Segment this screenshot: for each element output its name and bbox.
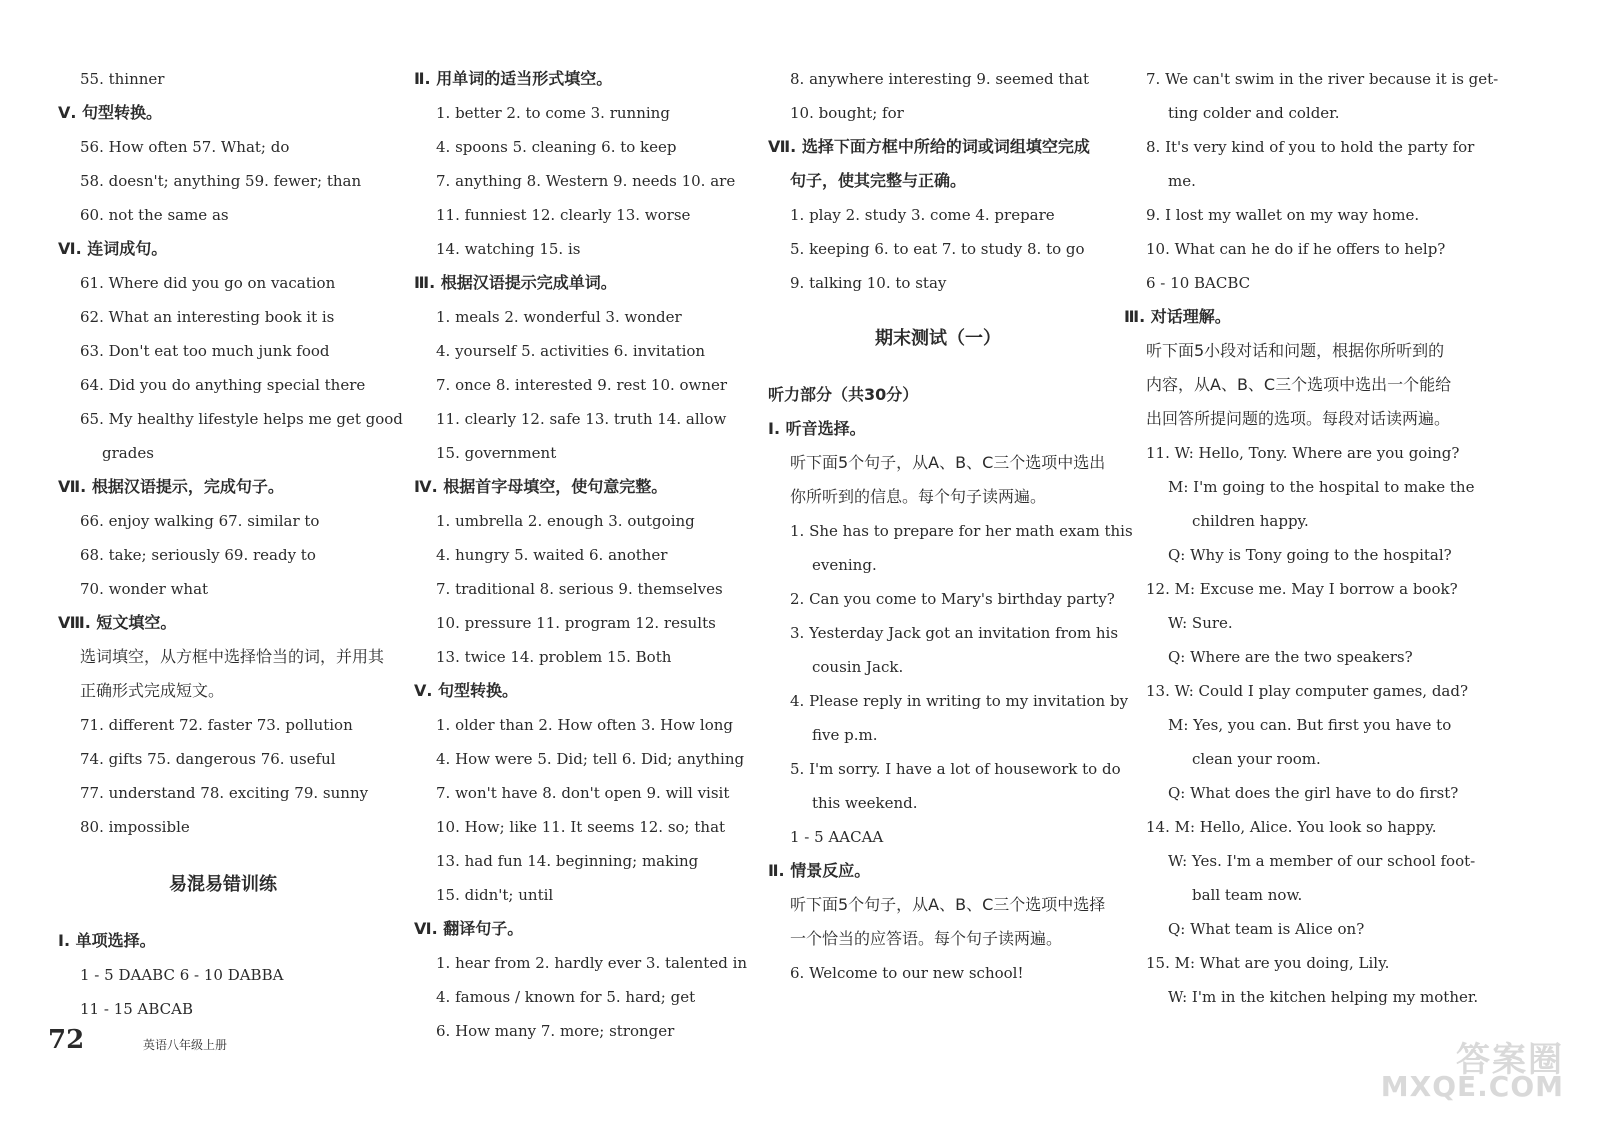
answer-line: 14. watching 15. is <box>436 240 581 258</box>
answer-line: 7. once 8. interested 9. rest 10. owner <box>436 376 728 394</box>
answer-line: 5. keeping 6. to eat 7. to study 8. to go <box>790 240 1085 258</box>
script-line: 8. It's very kind of you to hold the party for <box>1146 138 1475 156</box>
answer-line: 11. funniest 12. clearly 13. worse <box>436 206 691 224</box>
section-title: Ⅱ. 情景反应。 <box>768 861 871 880</box>
script-line: 4. Please reply in writing to my invitation by <box>790 692 1129 710</box>
column-4 <box>1124 62 1499 1014</box>
dialogue-line: 14. M: Hello, Alice. You look so happy. <box>1146 818 1437 836</box>
answer-line: 10. How; like 11. It seems 12. so; that <box>436 818 726 836</box>
section-title: Ⅴ. 句型转换。 <box>58 103 163 122</box>
column-1 <box>58 62 403 1026</box>
answer-line: 1. play 2. study 3. come 4. prepare <box>790 206 1055 224</box>
section-title: Ⅲ. 对话理解。 <box>1124 307 1231 326</box>
answer-line: 68. take; seriously 69. ready to <box>80 546 316 564</box>
dialogue-line: 15. M: What are you doing, Lily. <box>1146 954 1390 972</box>
answer-line: 64. Did you do anything special there <box>80 376 366 394</box>
answer-line: 4. spoons 5. cleaning 6. to keep <box>436 138 677 156</box>
script-line: 10. What can he do if he offers to help? <box>1146 240 1446 258</box>
answer-line: 7. won't have 8. don't open 9. will visit <box>436 784 730 802</box>
script-line: evening. <box>812 556 877 574</box>
answer-line: 1 - 5 DAABC 6 - 10 DABBA <box>80 966 284 984</box>
dialogue-line: clean your room. <box>1192 750 1321 768</box>
answer-line: 15. didn't; until <box>436 886 554 904</box>
answer-line: 13. twice 14. problem 15. Both <box>436 648 672 666</box>
watermark-url: MXQE.COM <box>1380 1070 1564 1103</box>
dialogue-line: W: Sure. <box>1168 614 1233 632</box>
answer-line: 10. bought; for <box>790 104 904 122</box>
part-title: 听力部分（共30分） <box>768 385 919 404</box>
answer-line: 65. My healthy lifestyle helps me get good <box>80 410 403 428</box>
answer-line: 66. enjoy walking 67. similar to <box>80 512 320 530</box>
dialogue-line: 13. W: Could I play computer games, dad? <box>1146 682 1469 700</box>
dialogue-line: Q: Why is Tony going to the hospital? <box>1168 546 1452 564</box>
instruction-text: 正确形式完成短文。 <box>80 681 225 700</box>
answer-line: 7. traditional 8. serious 9. themselves <box>436 580 723 598</box>
answer-line: 4. hungry 5. waited 6. another <box>436 546 668 564</box>
exam-heading: 期末测试（一） <box>875 328 1001 349</box>
dialogue-line: W: I'm in the kitchen helping my mother. <box>1168 988 1479 1006</box>
answer-line: 63. Don't eat too much junk food <box>80 342 330 360</box>
answer-line: 10. pressure 11. program 12. results <box>436 614 716 632</box>
section-heading: 易混易错训练 <box>169 874 277 895</box>
section-title: Ⅳ. 根据首字母填空，使句意完整。 <box>414 477 668 496</box>
script-line: 5. I'm sorry. I have a lot of housework to do <box>790 760 1121 778</box>
answer-line: 1. hear from 2. hardly ever 3. talented in <box>436 954 748 972</box>
answer-line: 1. umbrella 2. enough 3. outgoing <box>436 512 695 530</box>
script-line: me. <box>1168 172 1196 190</box>
dialogue-line: 11. W: Hello, Tony. Where are you going? <box>1146 444 1460 462</box>
answer-line: 70. wonder what <box>80 580 209 598</box>
answer-line: 1. older than 2. How often 3. How long <box>436 716 733 734</box>
instruction-text: 出回答所提问题的选项。每段对话读两遍。 <box>1146 409 1451 428</box>
answer-line: grades <box>102 444 154 462</box>
instruction-text: 听下面5小段对话和问题，根据你所听到的 <box>1146 341 1445 360</box>
instruction-text: 听下面5个句子，从A、B、C三个选项中选择 <box>790 895 1106 914</box>
script-line: 6. Welcome to our new school! <box>790 964 1024 982</box>
section-title: Ⅶ. 选择下面方框中所给的词或词组填空完成 <box>768 137 1090 156</box>
dialogue-line: Q: Where are the two speakers? <box>1168 648 1413 666</box>
answer-line: 8. anywhere interesting 9. seemed that <box>790 70 1089 88</box>
instruction-text: 你所听到的信息。每个句子读两遍。 <box>790 487 1047 506</box>
script-line: 1. She has to prepare for her math exam this <box>790 522 1133 540</box>
section-title: Ⅷ. 短文填空。 <box>58 613 177 632</box>
book-title: 英语八年级上册 <box>143 1038 228 1052</box>
answer-line: 58. doesn't; anything 59. fewer; than <box>80 172 362 190</box>
answer-line: 11. clearly 12. safe 13. truth 14. allow <box>436 410 727 428</box>
answer-line: 1. meals 2. wonderful 3. wonder <box>436 308 682 326</box>
answer-line: 74. gifts 75. dangerous 76. useful <box>80 750 336 768</box>
section-title: Ⅰ. 单项选择。 <box>58 931 156 950</box>
answer-line: 1. better 2. to come 3. running <box>436 104 670 122</box>
instruction-text: 内容，从A、B、C三个选项中选出一个能给 <box>1146 375 1452 394</box>
column-2 <box>414 62 754 1048</box>
instruction-text: 一个恰当的应答语。每个句子读两遍。 <box>790 929 1063 948</box>
page-number: 72 <box>48 1025 85 1055</box>
script-line: ting colder and colder. <box>1168 104 1340 122</box>
watermark-logo: 答案圈 <box>1456 1040 1564 1080</box>
script-line: cousin Jack. <box>812 658 904 676</box>
dialogue-line: M: Yes, you can. But first you have to <box>1168 716 1452 734</box>
section-title: Ⅵ. 连词成句。 <box>58 239 168 258</box>
script-line: 7. We can't swim in the river because it is get- <box>1146 70 1499 88</box>
answer-line: 13. had fun 14. beginning; making <box>436 852 699 870</box>
answer-line: 4. How were 5. Did; tell 6. Did; anything <box>436 750 745 768</box>
answer-line: 61. Where did you go on vacation <box>80 274 336 292</box>
answer-line: 11 - 15 ABCAB <box>80 1000 194 1018</box>
answer-line: 55. thinner <box>80 70 165 88</box>
section-title: Ⅵ. 翻译句子。 <box>414 919 524 938</box>
dialogue-line: children happy. <box>1192 512 1309 530</box>
section-title: Ⅰ. 听音选择。 <box>768 419 866 438</box>
answer-line: 4. yourself 5. activities 6. invitation <box>436 342 706 360</box>
dialogue-line: Q: What team is Alice on? <box>1168 920 1365 938</box>
answer-line: 7. anything 8. Western 9. needs 10. are <box>436 172 736 190</box>
section-title-cont: 句子，使其完整与正确。 <box>790 171 967 190</box>
section-title: Ⅶ. 根据汉语提示，完成句子。 <box>58 477 284 496</box>
instruction-text: 听下面5个句子，从A、B、C三个选项中选出 <box>790 453 1106 472</box>
answer-line: 77. understand 78. exciting 79. sunny <box>80 784 369 802</box>
script-line: this weekend. <box>812 794 918 812</box>
answer-line: 6. How many 7. more; stronger <box>436 1022 675 1040</box>
answer-line: 80. impossible <box>80 818 190 836</box>
dialogue-line: Q: What does the girl have to do first? <box>1168 784 1459 802</box>
answer-line: 62. What an interesting book it is <box>80 308 335 326</box>
section-title: Ⅴ. 句型转换。 <box>414 681 519 700</box>
answer-line: 15. government <box>436 444 557 462</box>
dialogue-line: M: I'm going to the hospital to make the <box>1168 478 1475 496</box>
answer-line: 56. How often 57. What; do <box>80 138 290 156</box>
answer-line: 71. different 72. faster 73. pollution <box>80 716 353 734</box>
answer-line: 9. talking 10. to stay <box>790 274 947 292</box>
dialogue-line: ball team now. <box>1192 886 1303 904</box>
dialogue-line: W: Yes. I'm a member of our school foot- <box>1168 852 1476 870</box>
instruction-text: 选词填空，从方框中选择恰当的词，并用其 <box>80 647 385 666</box>
answer-line: 6 - 10 BACBC <box>1146 274 1251 292</box>
section-title: Ⅲ. 根据汉语提示完成单词。 <box>414 273 617 292</box>
answer-line: 1 - 5 AACAA <box>790 828 884 846</box>
answer-line: 4. famous / known for 5. hard; get <box>436 988 696 1006</box>
dialogue-line: 12. M: Excuse me. May I borrow a book? <box>1146 580 1458 598</box>
script-line: five p.m. <box>812 726 878 744</box>
column-3 <box>768 62 1133 990</box>
script-line: 9. I lost my wallet on my way home. <box>1146 206 1420 224</box>
answer-line: 60. not the same as <box>80 206 229 224</box>
section-title: Ⅱ. 用单词的适当形式填空。 <box>414 69 613 88</box>
script-line: 2. Can you come to Mary's birthday party? <box>790 590 1115 608</box>
script-line: 3. Yesterday Jack got an invitation from his <box>790 624 1119 642</box>
